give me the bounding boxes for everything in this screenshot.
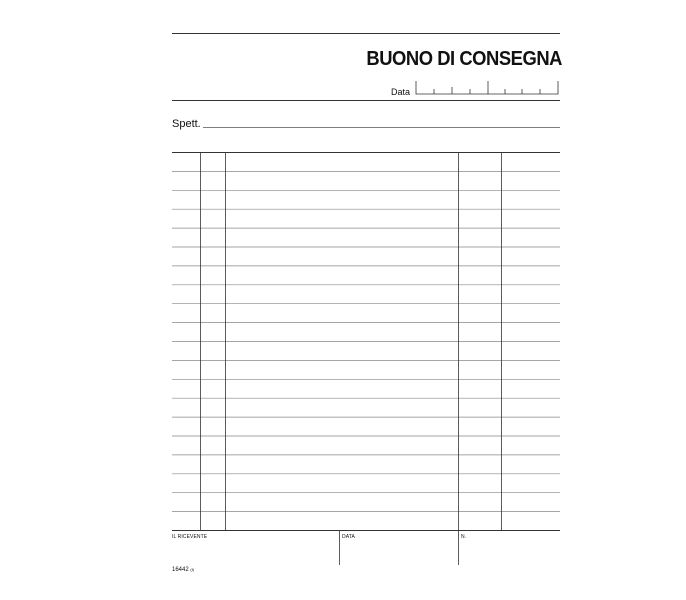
number-label: N. bbox=[461, 534, 467, 540]
form-title: BUONO DI CONSEGNA bbox=[366, 48, 562, 70]
footer-date-label: DATA bbox=[342, 534, 355, 540]
form-code-suffix: (f) bbox=[190, 567, 195, 572]
receiver-label: IL RICEVENTE bbox=[172, 534, 208, 540]
addressee-label: Spett. bbox=[172, 118, 201, 130]
form-code-number: 16442 bbox=[172, 567, 189, 573]
date-label: Data bbox=[391, 87, 411, 97]
form-code bbox=[172, 567, 194, 573]
date-box bbox=[416, 81, 558, 94]
table-column-dividers bbox=[201, 152, 502, 565]
